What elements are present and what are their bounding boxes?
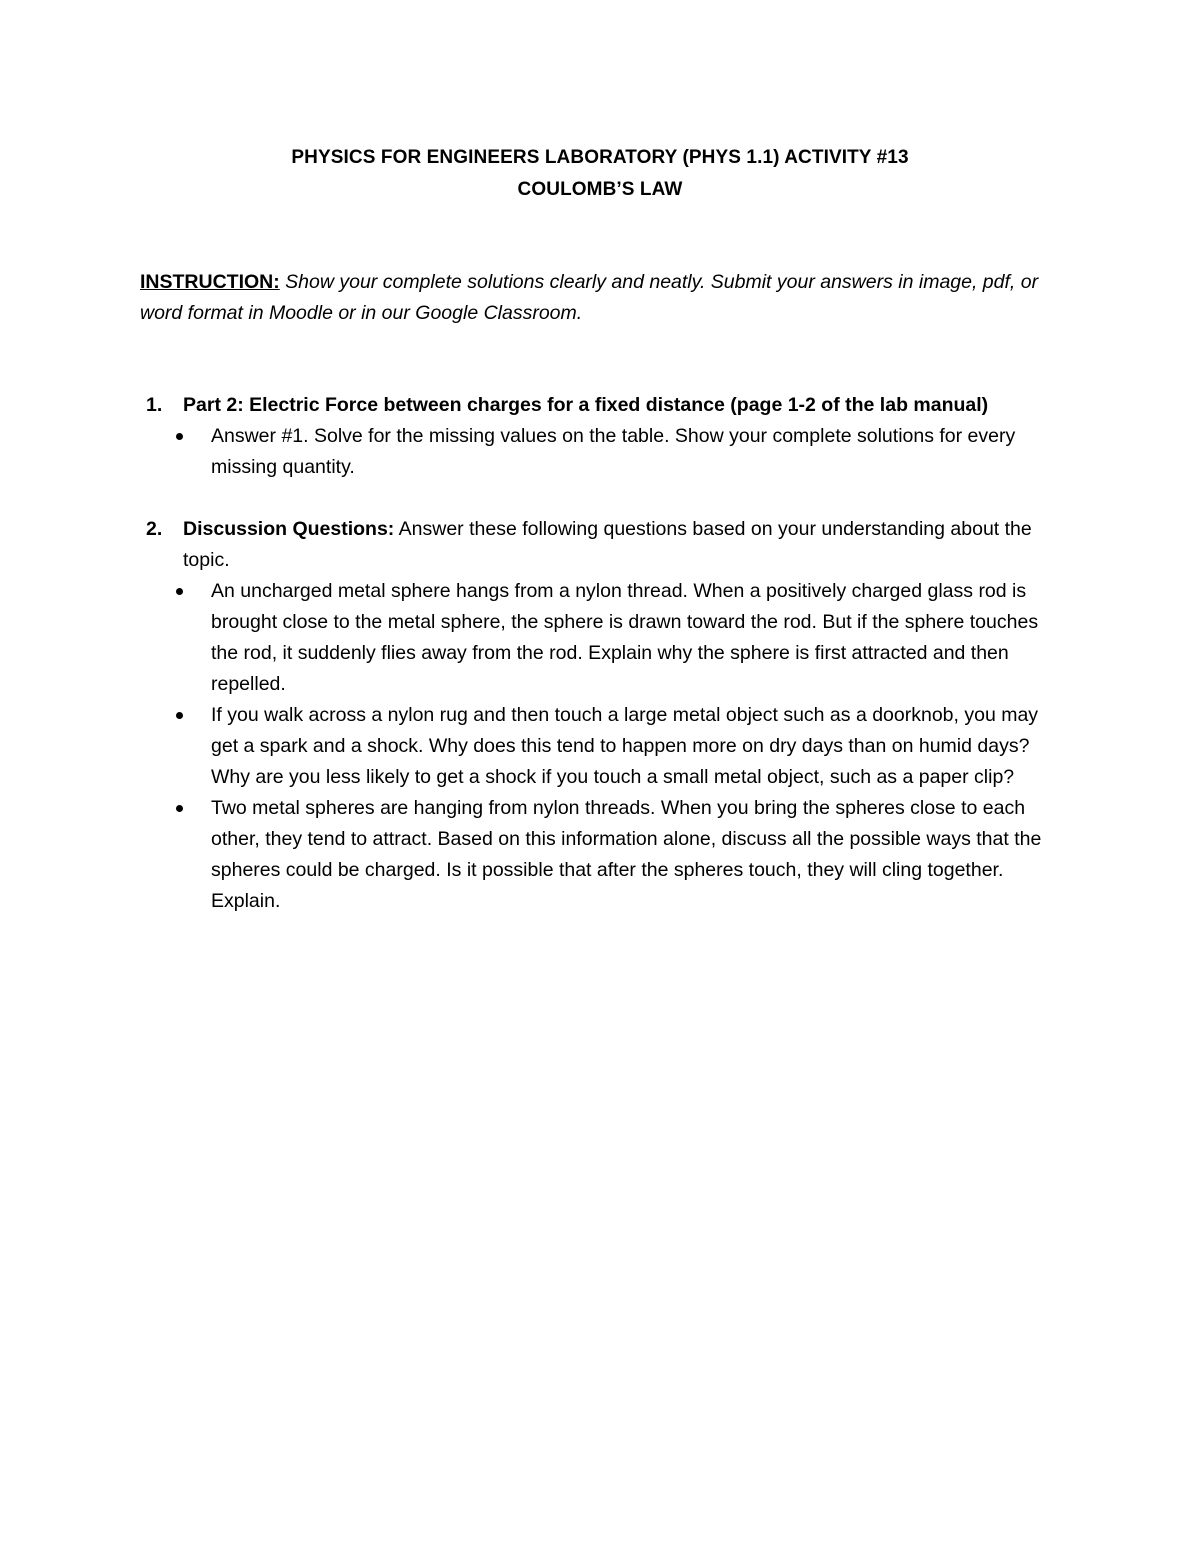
bullet-item — [211, 700, 1069, 793]
bullet-text: Two metal spheres are hanging from nylon threads. When you bring the spheres close to each other, they tend to attract. Based on this information alone, discuss all the possible ways that the spheres could be charged. Is it possible that after the spheres touch, they will cling together. Explain. — [211, 797, 1042, 912]
document-title: PHYSICS FOR ENGINEERS LABORATORY (PHYS 1.1) ACTIVITY #13 — [291, 147, 909, 168]
list-item-heading-text: Answer these following questions based on your understanding about the topic. — [183, 518, 1032, 571]
instruction-paragraph — [140, 267, 1070, 329]
list-item-heading: Part 2: Electric Force between charges for a fixed distance (page 1-2 of the lab manual) — [183, 394, 989, 416]
instruction-text: Show your complete solutions clearly and neatly. Submit your answers in image, pdf, or word format in Moodle or in our Google Classroom. — [140, 271, 1039, 324]
bullet-list — [140, 421, 1070, 483]
bullet-text: Answer #1. Solve for the missing values on the table. Show your complete solutions for every missing quantity. — [211, 425, 1016, 478]
list-item-number: 2. — [146, 518, 163, 540]
bullet-icon — [176, 588, 183, 595]
bullet-icon — [176, 712, 183, 719]
bullet-text: If you walk across a nylon rug and then touch a large metal object such as a doorknob, you may get a spark and a shock. Why does this tend to happen more on dry days than on humid days? Why are you less likely to get a shock if you touch a small metal object, such as a paper clip? — [211, 704, 1039, 788]
bullet-text: An uncharged metal sphere hangs from a nylon thread. When a positively charged glass rod is brought close to the metal sphere, the sphere is drawn toward the rod. But if the sphere touches the rod, it suddenly flies away from the rod. Explain why the sphere is first attracted and then repelled. — [211, 580, 1039, 695]
bullet-item — [211, 421, 1069, 483]
document-subtitle: COULOMB’S LAW — [517, 179, 683, 200]
bullet-icon — [176, 805, 183, 812]
bullet-list — [140, 576, 1070, 917]
list-item-1 — [140, 390, 1070, 483]
bullet-item — [211, 576, 1069, 700]
bullet-icon — [176, 433, 183, 440]
list-item-2 — [140, 514, 1070, 917]
list-item-number: 1. — [146, 394, 163, 416]
list-item-heading-block — [183, 514, 1070, 576]
list-item-heading: Discussion Questions: — [183, 518, 395, 540]
bullet-item — [211, 793, 1069, 917]
instruction-label: INSTRUCTION: — [140, 271, 280, 293]
